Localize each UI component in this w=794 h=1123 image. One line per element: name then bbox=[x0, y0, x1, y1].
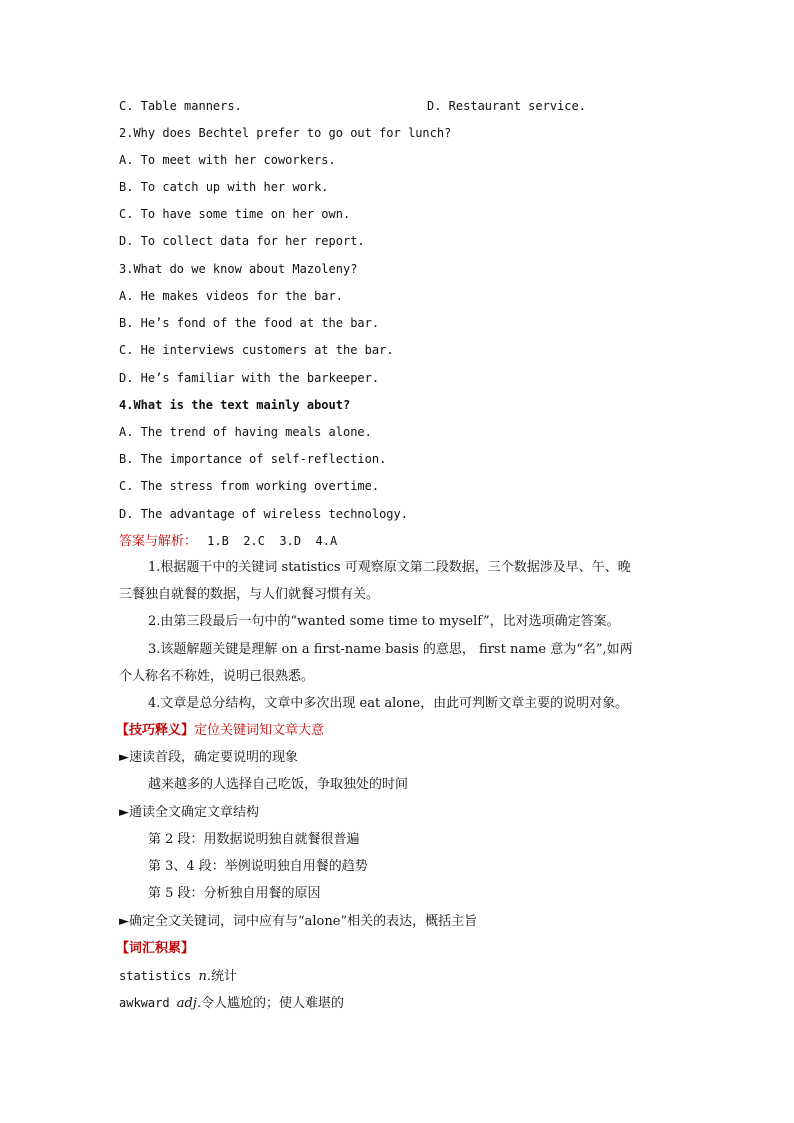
q4-option-b: B. The importance of self-reflection. bbox=[119, 452, 387, 466]
vocab-definition: 令人尴尬的；使人难堪的 bbox=[201, 996, 345, 1011]
answer-keys: 1.B 2.C 3.D 4.A bbox=[207, 534, 338, 548]
q1-option-d bbox=[427, 98, 586, 114]
skills-paragraph-5: 第 5 段：分析独自用餐的原因 bbox=[148, 886, 321, 901]
vocab-entry-awkward bbox=[119, 995, 344, 1012]
q2-option-b: B. To catch up with her work. bbox=[119, 180, 329, 194]
q4-option-d: D. The advantage of wireless technology. bbox=[119, 507, 408, 521]
q1-option-c-text: C. Table manners. bbox=[119, 99, 242, 113]
q3-option-c: C. He interviews customers at the bar. bbox=[119, 343, 394, 357]
vocab-pos: adj. bbox=[176, 996, 202, 1011]
vocab-word: awkward bbox=[119, 996, 177, 1010]
skills-step-2: ►通读全文确定文章结构 bbox=[119, 805, 259, 820]
skills-label: 【技巧释义】 bbox=[116, 723, 195, 738]
explanation-1-line-2: 三餐独自就餐的数据，与人们就餐习惯有关。 bbox=[119, 587, 380, 602]
q3-option-a: A. He makes videos for the bar. bbox=[119, 289, 343, 303]
q4-stem: 4.What is the text mainly about? bbox=[119, 398, 351, 412]
q1-option-d-text: D. Restaurant service. bbox=[427, 99, 586, 113]
skills-heading bbox=[116, 723, 324, 739]
vocab-definition: 统计 bbox=[211, 969, 238, 984]
skills-paragraph-2: 第 2 段：用数据说明独自就餐很普遍 bbox=[148, 832, 360, 847]
q2-option-d: D. To collect data for her report. bbox=[119, 234, 365, 248]
answers-heading: 答案与解析： bbox=[119, 534, 198, 549]
explanation-2: 2.由第三段最后一句中的“wanted some time to myself”，比对选项确定答案。 bbox=[148, 614, 620, 629]
q4-option-c: C. The stress from working overtime. bbox=[119, 479, 380, 493]
q2-option-c: C. To have some time on her own. bbox=[119, 207, 351, 221]
explanation-3-line-2: 个人称名不称姓，说明已很熟悉。 bbox=[119, 669, 315, 684]
q3-option-d: D. He’s familiar with the barkeeper. bbox=[119, 371, 380, 385]
skills-step-3: ►确定全文关键词，词中应有与“alone”相关的表达，概括主旨 bbox=[119, 914, 478, 929]
skills-step-1-detail: 越来越多的人选择自己吃饭，争取独处的时间 bbox=[148, 777, 409, 792]
q4-option-a: A. The trend of having meals alone. bbox=[119, 425, 372, 439]
q2-option-a: A. To meet with her coworkers. bbox=[119, 153, 336, 167]
explanation-3-line-1: 3.该题解题关键是理解 on a first-name basis 的意思， first name 意为“名”,如两 bbox=[148, 642, 633, 657]
q2-stem: 2.Why does Bechtel prefer to go out for lunch? bbox=[119, 126, 452, 140]
skills-step-1: ►速读首段，确定要说明的现象 bbox=[119, 750, 298, 765]
vocab-pos: n. bbox=[198, 969, 211, 984]
vocab-word: statistics bbox=[119, 969, 199, 983]
vocab-entry-statistics bbox=[119, 968, 237, 985]
q1-option-c bbox=[119, 98, 242, 114]
explanation-4: 4.文章是总分结构，文章中多次出现 eat alone，由此可判断文章主要的说明对象。 bbox=[148, 696, 629, 711]
explanation-1-line-1: 1.根据题干中的关键词 statistics 可观察原文第二段数据，三个数据涉及早、午、晚 bbox=[148, 560, 631, 575]
q3-stem: 3.What do we know about Mazoleny? bbox=[119, 262, 358, 276]
skills-title: 定位关键词知文章大意 bbox=[194, 723, 325, 738]
skills-paragraph-3-4: 第 3、4 段：举例说明独自用餐的趋势 bbox=[148, 859, 368, 874]
q3-option-b: B. He’s fond of the food at the bar. bbox=[119, 316, 380, 330]
answers-line bbox=[119, 533, 337, 550]
vocab-label: 【词汇积累】 bbox=[116, 941, 195, 956]
